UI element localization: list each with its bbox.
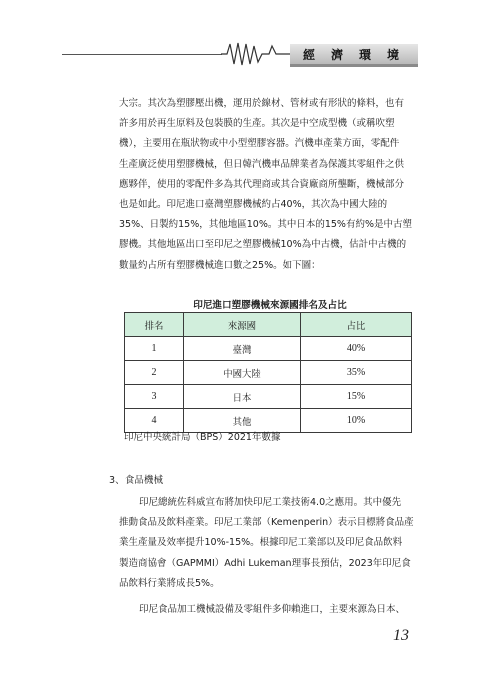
cell-share: 15% xyxy=(301,385,412,409)
page-number: 13 xyxy=(393,627,409,644)
text-line: 大宗。其次為塑膠壓出機，運用於線材、管材或有形狀的條料，也有 xyxy=(119,98,405,109)
cell-country: 其他 xyxy=(184,409,301,433)
cell-country: 日本 xyxy=(184,385,301,409)
paragraph-plastic-machinery xyxy=(119,94,419,276)
paragraph-food-imports xyxy=(119,600,419,620)
cell-country: 臺灣 xyxy=(184,337,301,361)
text-line: 印尼總統佐科威宣布將加快印尼工業技術4.0之應用。其中優先 xyxy=(139,497,402,508)
text-line: 也是如此。印尼進口臺灣塑膠機械約占40%，其次為中國大陸的 xyxy=(119,199,388,211)
cell-rank: 4 xyxy=(125,409,184,433)
text-line: 機），主要用在瓶狀物或中小型塑膠容器。汽機車產業方面，零配件 xyxy=(119,138,400,150)
chapter-title: 經濟環境 xyxy=(303,48,416,62)
column-header-country: 來源國 xyxy=(184,313,301,337)
text-line: 品飲料行業將成長5%。 xyxy=(119,577,220,589)
table-row xyxy=(125,337,412,361)
text-line: 製造商協會（GAPMMI）Adhi Lukeman理事長預估，2023年印尼食 xyxy=(119,557,411,569)
cell-share: 40% xyxy=(301,337,412,361)
paragraph-food-machinery xyxy=(119,493,419,594)
text-line: 印尼食品加工機械設備及零組件多仰賴進口，主要來源為日本、 xyxy=(139,604,406,615)
text-line: 生產廣泛使用塑膠機械，但日韓汽機車品牌業者為保護其零組件之供 xyxy=(119,158,405,170)
column-header-rank: 排名 xyxy=(125,313,184,337)
cell-country: 中國大陸 xyxy=(184,361,301,385)
cell-share: 35% xyxy=(301,361,412,385)
cell-rank: 2 xyxy=(125,361,184,385)
text-line: 業生產量及效率提升10%-15%。根據印尼工業部以及印尼食品飲料 xyxy=(119,537,403,549)
text-line: 許多用於再生原料及包裝膜的生產。其次是中空成型機（或稱吹塑 xyxy=(119,118,395,130)
table-header-row xyxy=(125,313,412,337)
text-line: 35%、日製約15%，其他地區10%。其中日本的15%有約%是中古塑 xyxy=(119,219,412,231)
cell-rank: 3 xyxy=(125,385,184,409)
section-heading: 3、食品機械 xyxy=(109,475,164,486)
cell-share: 10% xyxy=(301,409,412,433)
text-line: 數量約占所有塑膠機械進口數之25%。如下圖： xyxy=(119,259,321,271)
table-title: 印尼進口塑膠機械來源國排名及占比 xyxy=(193,300,347,311)
header-rule xyxy=(62,54,222,55)
text-line: 膠機。其他地區出口至印尼之塑膠機械10%為中古機，估計中古機的 xyxy=(119,239,407,251)
table-row xyxy=(125,361,412,385)
text-line: 推動食品及飲料產業。印尼工業部（Kemenperin）表示目標將食品產 xyxy=(119,517,414,529)
table-source-note: 印尼中央統計局（BPS）2021年數據 xyxy=(124,432,281,443)
import-source-table xyxy=(124,312,412,433)
table-row xyxy=(125,385,412,409)
cell-rank: 1 xyxy=(125,337,184,361)
heartbeat-line-icon xyxy=(221,40,293,68)
text-line: 應夥伴，使用的零配件多為其代理商或其合資廠商所壟斷，機械部分 xyxy=(119,178,405,190)
column-header-share: 占比 xyxy=(301,313,412,337)
